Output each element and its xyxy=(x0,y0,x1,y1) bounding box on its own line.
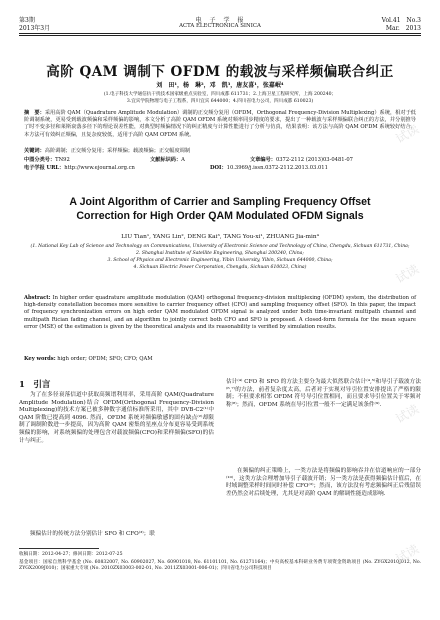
section-1-heading: 1 引言 xyxy=(19,380,51,390)
affiliation-zh-2: 3.宜宾学院物理与电子工程系，四川宜宾 644000；4.四川省电力公司，四川成都 610023) xyxy=(126,99,314,104)
issue-number: 第3期 xyxy=(19,17,35,24)
affiliation-en-3: 3. School of Physics and Electronic Engineering, Yibin University, Yibin, Sichuan 644000, China; xyxy=(107,258,333,263)
doc-label: 文献标识码： xyxy=(150,157,182,163)
url-label: 电子学报 URL： xyxy=(24,165,65,171)
affiliation-en-1: (1. National Key Lab of Science and Technology on Communications, University of Electronic Science and Technology of China, Chengdu, Sichuan 611731, China; xyxy=(30,244,410,249)
keywords-zh-label: 关键词： xyxy=(24,148,45,154)
left-column-paragraph-2: 频偏估计的传统方法分别估计 SFO 和 CFO⁽³⁾；联 xyxy=(30,531,155,537)
watermark: 试读 xyxy=(393,261,422,286)
abstract-zh-label: 摘 要： xyxy=(24,110,45,116)
watermark: 试读 xyxy=(393,121,422,146)
watermark: 试读 xyxy=(393,401,422,426)
header-rule-2 xyxy=(19,35,421,36)
doi-label: DOI： xyxy=(210,165,227,171)
volume-date: Mar. 2013 xyxy=(385,25,421,32)
authors-en: LIU Tian¹, YANG Lin², DENG Kai³, TANG You-xi¹, ZHUANG Jia-min⁴ xyxy=(121,234,319,240)
doi-value: 10.3969/j.issn.0372-2112.2013.03.011 xyxy=(226,165,328,171)
clc-label: 中图分类号： xyxy=(24,157,56,163)
affiliation-en-4: 4. Sichuan Electric Power Corporation, Chengdu, Sichuan 610023, China) xyxy=(133,265,307,270)
authors-zh: 刘 田¹，杨 琳²，邓 凯³，唐友喜¹，张嘉岷⁴ xyxy=(156,82,284,89)
doi xyxy=(210,165,328,172)
keywords-zh-text: 高阶调制；正交频分复用；采样频偏；载波频偏；正交幅度调制 xyxy=(44,148,191,154)
affiliation-en-2: 2. Shanghai Institute of Satellite Engineering, Shanghai 200240, China; xyxy=(136,251,304,256)
right-column-paragraph-2: 在频偏的纠正策略上，一类方法是将频偏的影响吞并在信道响应的一部分⁽¹⁰⁾，这类方法合理增加导引子载波开销；另一类方法是获得频偏估计值后，在时域调整采样时间同时补偿 CFO⁽³⁾；然而，该方法没有考虑频偏纠正后残留误差仍然会对后续处理，尤其是对高阶 QAM 的解调性能造成影响. xyxy=(226,468,421,497)
title-zh: 高阶 QAM 调制下 OFDM 的载波与采样频偏联合纠正 xyxy=(46,64,394,80)
volume-number: Vol.41 No.3 xyxy=(381,17,421,24)
keywords-en-label: Key words: xyxy=(24,356,56,362)
url-value[interactable]: http://www.ejournal.org.cn xyxy=(64,165,135,171)
footnote-received: 收稿日期：2012-04-27；修回日期：2012-07-25 xyxy=(19,552,123,557)
doc-value: A xyxy=(181,157,185,163)
footnote-fund: 基金项目：国家自然科学基金 (No. 60832007, No. 60902027, No. 60901018, No. 61101101, No. 61271164)；中央高校基本科研业务费专项资金资助项目 (No. ZYGX2010J012, No. ZYGX2009J010)；国家重大专项 (No. 2010ZX03003-002-01, No. 2011ZX03001-006-01)；四川省电力公司科技项目 xyxy=(19,560,421,571)
header-rule xyxy=(19,33,421,34)
doc-code xyxy=(150,157,185,164)
abstract-en-label: Abstract: xyxy=(24,295,51,301)
keywords-en-text: high order; OFDM; SFO; CFO; QAM xyxy=(57,356,153,362)
article-value: 0372-2112 (2013)03-0481-07 xyxy=(275,157,353,163)
keywords-zh xyxy=(24,148,416,155)
journal-url xyxy=(24,165,135,172)
abstract-zh-text: 采用高阶 QAM（Quadrature Amplitude Modulation）调制的正交频分复用（OFDM，Orthogonal Frequency-Division Multiplexing）系统，相对于低阶调制系统，更易受到载波频偏和采样频偏的影响，本文分析了高阶 QAM OFDM 系统对频率同步精度的要求，提出了一种载波与采样频偏联合纠正的方法，并分别推导了时不变多径和莱斯衰落多径下的理论误差性能，对典型时频偏情况下的纠正精度与计算性能进行了分析与仿真，结果表明：该方法与高阶 QAM OFDM 系统较好结合，本方法可有效纠正频偏，且复杂度较低，适用于高阶 QAM OFDM 系统。 xyxy=(24,110,416,138)
keywords-en xyxy=(24,356,416,363)
issue-date: 2013年3月 xyxy=(19,25,51,32)
watermark: 试读 xyxy=(393,541,422,566)
article-label: 文章编号： xyxy=(250,157,276,163)
footnote-rule xyxy=(19,548,99,549)
title-en xyxy=(19,195,421,223)
journal-name-en: ACTA ELECTRONICA SINICA xyxy=(179,23,261,29)
abstract-zh xyxy=(24,110,416,139)
clc-value: TN92 xyxy=(55,157,70,163)
abstract-en xyxy=(24,295,416,331)
title-en-line-2: Correction for High Order QAM Modulated OFDM Signals xyxy=(76,210,364,222)
article-number xyxy=(250,157,353,164)
affiliation-zh-1: (1.电子科技大学通信抗干扰技术国家级重点实验室，四川成都 611731；2.上海卫星工程研究所，上海 200240； xyxy=(103,92,337,97)
journal-name-zh: 电 子 学 报 xyxy=(195,17,245,24)
clc-number xyxy=(24,157,70,164)
left-column-paragraph-1: 为了在多径衰落信道中获取高频谱利用率，采用高阶 QAM(Quadrature Amplitude Modulation)结合 OFDM(Orthogonal Frequency-Division Multiplexing)的技术方案已被多种数字通信标准所采用，其中 DVB-C2⁽¹⁾中 QAM 阶数已提高到 4096. 然而，OFDM 系统对频偏敏感的固有缺点⁽²⁾却限制了调制阶数进一步提高，因为高阶 QAM 密集的星座点分布更容易受到系统频偏的影响，对系统频偏的处理包含对载波频偏(CFO)和采样频偏(SFO)的估计与纠正。 xyxy=(19,392,214,444)
right-column-paragraph-1: 估计⁽⁴⁾ CFO 和 SFO 的方法主要分为最大似然联合估计⁽⁴,⁵⁾和导引子载波方法⁽⁶,⁷⁾的方法，前者复杂度太高，后者对于实现对导引位置安排提出了严格的限制；不但要求相邻 OFDM 符号导引位置相同，而且要求导引位置关于零频对称⁽⁸⁾；然而，OFDM 系统在导引位置一般不一定满足该条件⁽⁹⁾. xyxy=(226,379,421,408)
abstract-en-text: In higher order quadrature amplitude modulation (QAM) orthogonal frequency-division multiplexing (OFDM) system, the distribution of high-density constellation becomes more sensitive to carrier frequency offset (CFO) and sampling frequency offset (SFO). In this paper, the impact of frequency synchronization errors on high order QAM modulated OFDM signal is analyzed under both time-invariant multipath channel and multipath Rician fading channel, and an algorithm to jointly correct both CFO and SFO is proposed. A closed-form formula for the mean square error (MSE) of the estimation is given by the theoretical analysis and its reasonability is verified by simulation results. xyxy=(24,295,416,330)
title-en-line-1: A Joint Algorithm of Carrier and Sampling Frequency Offset xyxy=(69,196,371,208)
